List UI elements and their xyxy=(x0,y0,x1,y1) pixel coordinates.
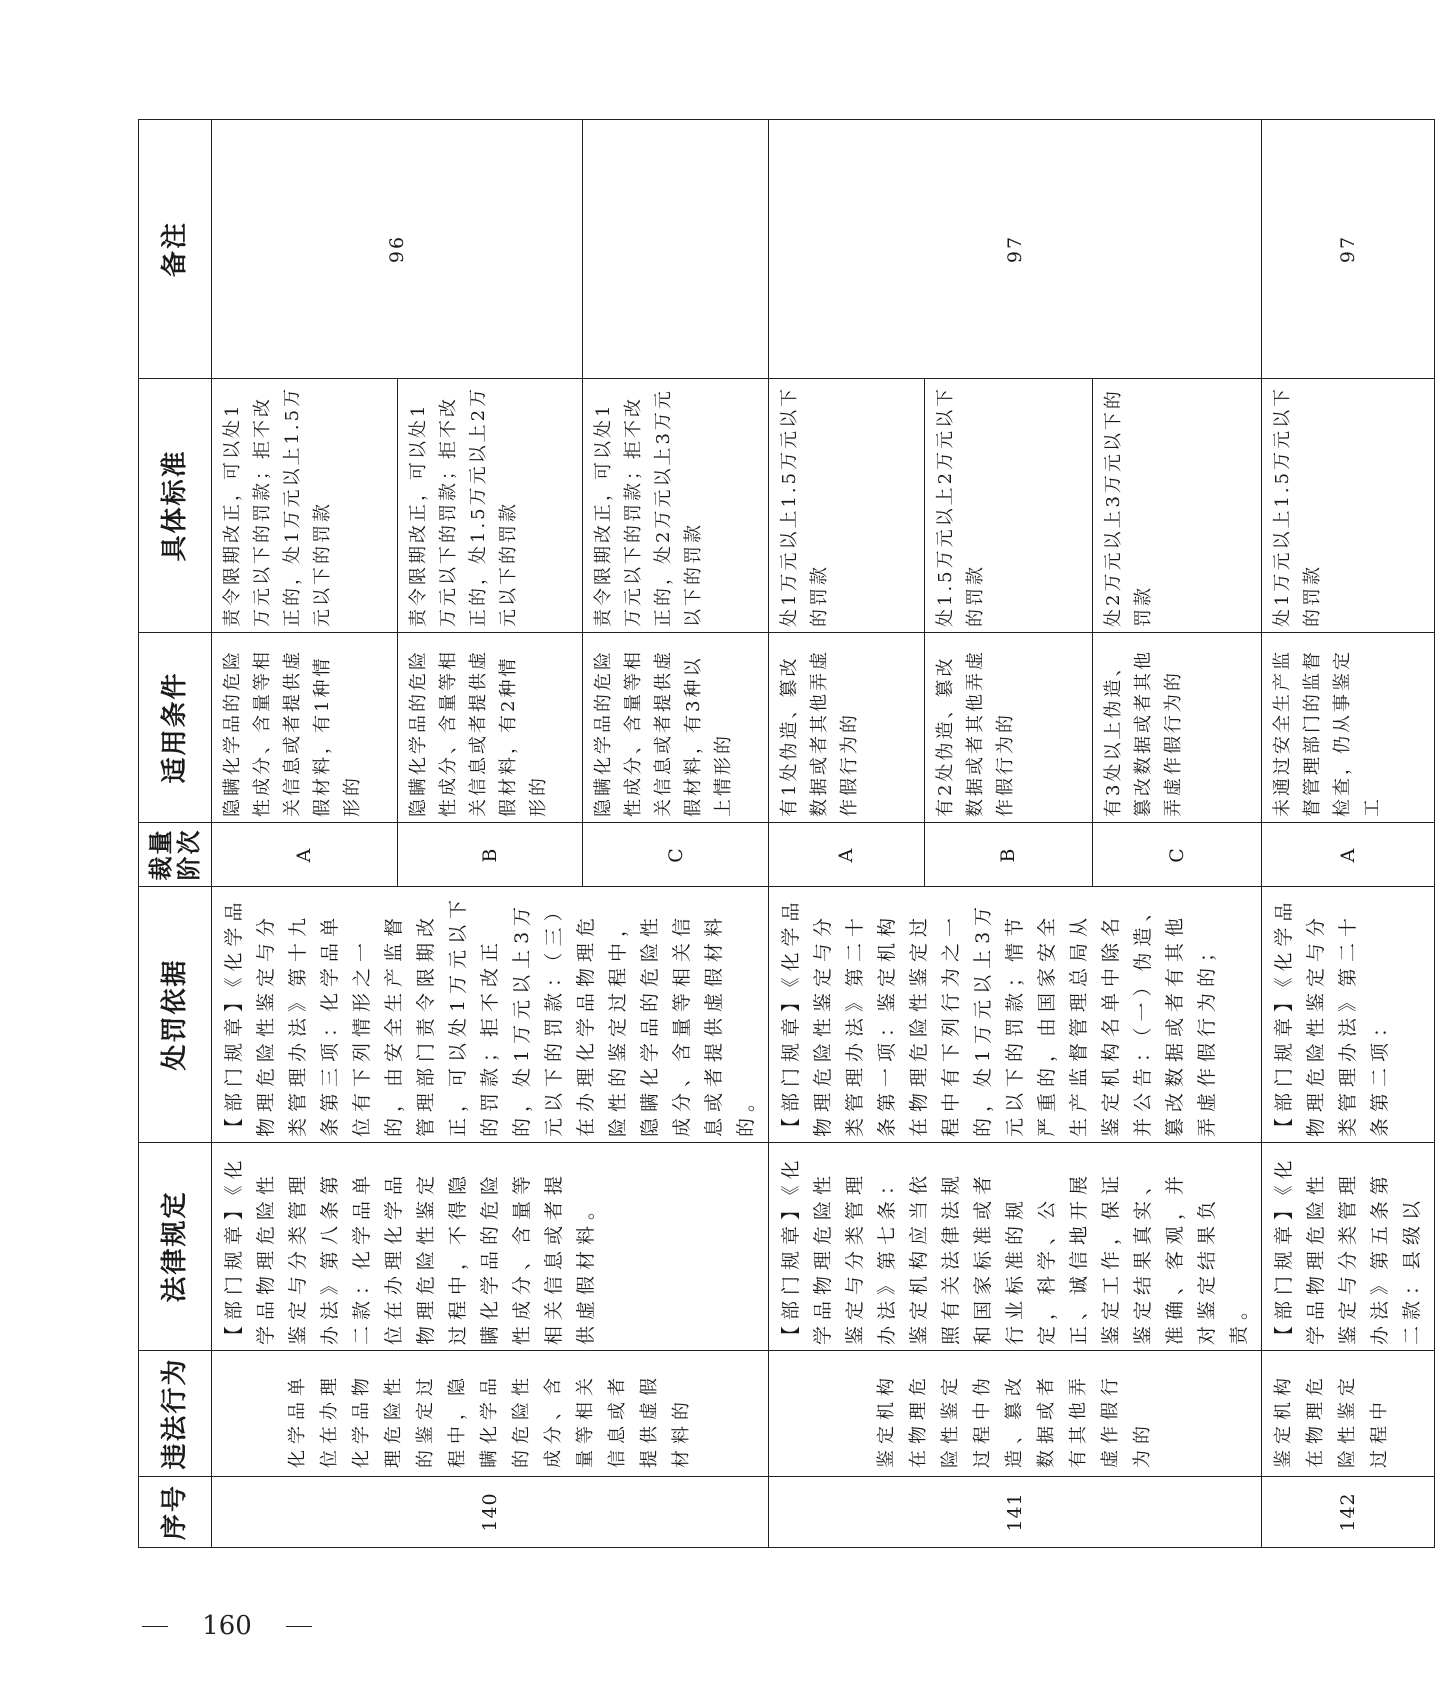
law-cell: 【部门规章】《化学品物理危险性鉴定与分类管理办法》第七条：鉴定机构应当依照有关法律法规和国家标准或者行业标准的规定，科学、公正、诚信地开展鉴定工作，保证鉴定结果真实、准确、客观，并对鉴定结果负责。 xyxy=(769,1143,1262,1351)
standard-cell: 责令限期改正，可以处1万元以下的罚款；拒不改正的，处2万元以上3万元以下的罚款 xyxy=(583,379,769,633)
header-seq: 序号 xyxy=(139,1477,212,1548)
seq-cell: 142 xyxy=(1262,1477,1435,1548)
basis-cell: 【部门规章】《化学品物理危险性鉴定与分类管理办法》第十九条第三项：化学品单位有下列情形之一的，由安全生产监督管理部门责令限期改正，可以处1万元以下的罚款；拒不改正的，处1万元以上3万元以下的罚款：（三）在办理化学品物理危险性的鉴定过程中，隐瞒化学品的危险性成分、含量等相关信息或者提供虚假材料的。 xyxy=(212,887,769,1143)
condition-cell: 有2处伪造、篡改数据或者其他弄虚作假行为的 xyxy=(924,633,1092,823)
seq-cell: 140 xyxy=(212,1477,769,1548)
level-cell: A xyxy=(212,823,398,887)
note-cell: 96 xyxy=(212,120,583,379)
folio-dash-left xyxy=(142,1626,168,1627)
standard-cell: 处1万元以上1.5万元以下的罚款 xyxy=(769,379,925,633)
standard-cell: 责令限期改正，可以处1万元以下的罚款；拒不改正的，处1.5万元以上2万元以下的罚款 xyxy=(397,379,583,633)
header-standard: 具体标准 xyxy=(139,379,212,633)
header-law: 法律规定 xyxy=(139,1143,212,1351)
level-cell: B xyxy=(924,823,1092,887)
seq-cell: 141 xyxy=(769,1477,1262,1548)
violation-cell: 化学品单位在办理化学品物理危险性的鉴定过程中，隐瞒化学品的危险性成分、含量等相关信息或者提供虚假材料的 xyxy=(212,1351,769,1477)
law-cell: 【部门规章】《化学品物理危险性鉴定与分类管理办法》第五条第二款：县级以 xyxy=(1262,1143,1435,1351)
header-row xyxy=(139,120,212,1548)
violation-cell: 鉴定机构在物理危险性鉴定过程中 xyxy=(1262,1351,1435,1477)
penalty-discretion-table xyxy=(138,119,1435,1548)
level-cell: B xyxy=(397,823,583,887)
note-cell: 97 xyxy=(769,120,1262,379)
basis-cell: 【部门规章】《化学品物理危险性鉴定与分类管理办法》第二十条第二项： xyxy=(1262,887,1435,1143)
page-folio xyxy=(142,1606,312,1646)
header-violation: 违法行为 xyxy=(139,1351,212,1477)
note-cell: 97 xyxy=(1262,120,1435,379)
header-level: 裁量阶次 xyxy=(139,823,212,887)
note-cell xyxy=(583,120,769,379)
standard-cell: 责令限期改正，可以处1万元以下的罚款；拒不改正的，处1万元以上1.5万元以下的罚款 xyxy=(212,379,398,633)
condition-cell: 隐瞒化学品的危险性成分、含量等相关信息或者提供虚假材料，有2种情形的 xyxy=(397,633,583,823)
level-cell: A xyxy=(1262,823,1435,887)
table-row xyxy=(212,120,398,1548)
header-basis: 处罚依据 xyxy=(139,887,212,1143)
table-row xyxy=(1262,120,1435,1548)
page-number: 160 xyxy=(202,1611,252,1641)
level-cell: C xyxy=(1092,823,1261,887)
basis-cell: 【部门规章】《化学品物理危险性鉴定与分类管理办法》第二十条第一项：鉴定机构在物理危险性鉴定过程中有下列行为之一的，处1万元以上3万元以下的罚款；情节严重的，由国家安全生产监督管理总局从鉴定机构名单中除名并公告：（一）伪造、篡改数据或者有其他弄虚作假行为的； xyxy=(769,887,1262,1143)
table-row xyxy=(769,120,925,1548)
condition-cell: 有3处以上伪造、篡改数据或者其他弄虚作假行为的 xyxy=(1092,633,1261,823)
level-cell: C xyxy=(583,823,769,887)
header-condition: 适用条件 xyxy=(139,633,212,823)
condition-cell: 有1处伪造、篡改数据或者其他弄虚作假行为的 xyxy=(769,633,925,823)
condition-cell: 未通过安全生产监督管理部门的监督检查，仍从事鉴定工 xyxy=(1262,633,1435,823)
condition-cell: 隐瞒化学品的危险性成分、含量等相关信息或者提供虚假材料，有1种情形的 xyxy=(212,633,398,823)
standard-cell: 处2万元以上3万元以下的罚款 xyxy=(1092,379,1261,633)
rotated-table-page xyxy=(138,120,1423,1548)
standard-cell: 处1万元以上1.5万元以下的罚款 xyxy=(1262,379,1435,633)
condition-cell: 隐瞒化学品的危险性成分、含量等相关信息或者提供虚假材料，有3种以上情形的 xyxy=(583,633,769,823)
level-cell: A xyxy=(769,823,925,887)
violation-cell: 鉴定机构在物理危险性鉴定过程中伪造、篡改数据或者有其他弄虚作假行为的 xyxy=(769,1351,1262,1477)
law-cell: 【部门规章】《化学品物理危险性鉴定与分类管理办法》第八条第二款：化学品单位在办理化学品物理危险性鉴定过程中，不得隐瞒化学品的危险性成分、含量等相关信息或者提供虚假材料。 xyxy=(212,1143,769,1351)
folio-dash-right xyxy=(286,1626,312,1627)
header-note: 备注 xyxy=(139,120,212,379)
standard-cell: 处1.5万元以上2万元以下的罚款 xyxy=(924,379,1092,633)
